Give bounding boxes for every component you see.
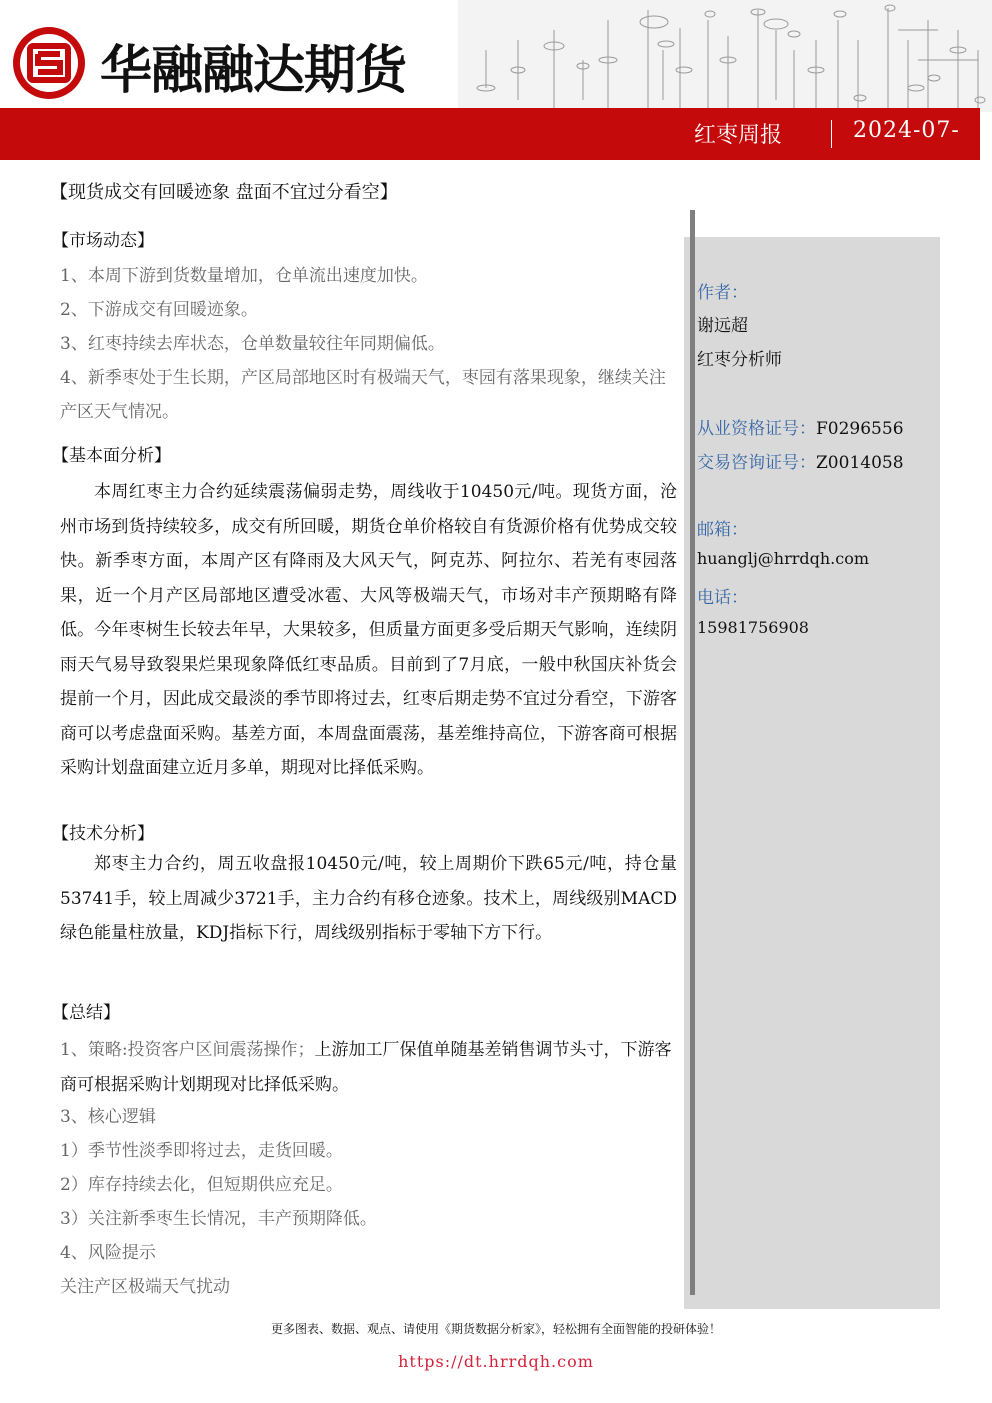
summary-logic-item: 3）关注新季枣生长情况，丰产预期降低。	[60, 1209, 377, 1229]
consult-line	[697, 448, 904, 473]
brand-name: 华融融达期货	[100, 41, 407, 101]
phone-number: 15981756908	[697, 618, 809, 637]
market-item: 1、本周下游到货数量增加，仓单流出速度加快。	[60, 266, 428, 286]
section-title-technical: 【技术分析】	[52, 824, 154, 844]
market-item: 2、下游成交有回暖迹象。	[60, 300, 258, 320]
report-headline: 【现货成交有回暖迹象 盘面不宜过分看空】	[50, 182, 398, 203]
license-number: F0296556	[816, 419, 904, 439]
decorative-line-graphic	[458, 0, 992, 112]
email-address[interactable]: huanglj@hrrdqh.com	[697, 549, 870, 568]
title-bar	[0, 108, 980, 160]
summary-logic-item: 1）季节性淡季即将过去，走货回暖。	[60, 1141, 343, 1161]
footer-note: 更多图表、数据、观点、请使用《期货数据分析家》，轻松拥有全面智能的投研体验！	[270, 1322, 721, 1336]
section-title-fundamental: 【基本面分析】	[52, 446, 171, 466]
market-item: 4、新季枣处于生长期，产区局部地区时有极端天气，枣园有落果现象，继续关注产区天气情况。	[60, 368, 666, 422]
phone-label: 电话：	[697, 588, 748, 608]
market-item: 3、红枣持续去库状态，仓单数量较往年同期偏低。	[60, 334, 445, 354]
report-date: 2024-07-	[853, 118, 960, 143]
summary-strategy	[60, 1033, 677, 1102]
company-logo	[10, 24, 88, 106]
summary-logic-item: 2）库存持续去化，但短期供应充足。	[60, 1175, 343, 1195]
fundamental-text: 本周红枣主力合约延续震荡偏弱走势，周线收于10450元/吨。现货方面，沧州市场到货持续较多，成交有所回暖，期货仓单价格较自有货源价格有优势成交较快。新季枣方面，本周产区有降雨及大风天气，阿克苏、阿拉尔、若羌有枣园落果，近一个月产区局部地区遭受冰雹、大风等极端天气，市场对丰产预期略有降低。今年枣树生长较去年早，大果较多，但质量方面更多受后期天气影响，连续阴雨天气易导致裂果烂果现象降低红枣品质。目前到了7月底，一般中秋国庆补货会提前一个月，因此成交最淡的季节即将过去，红枣后期走势不宜过分看空，下游客商可以考虑盘面采购。基差方面，本周盘面震荡，基差维持高位，下游客商可根据采购计划盘面建立近月多单，期现对比择低采购。	[60, 482, 677, 778]
report-header	[0, 0, 992, 160]
license-line	[697, 414, 904, 439]
consult-label: 交易咨询证号：	[697, 453, 816, 473]
author-name: 谢远超	[697, 316, 748, 336]
strategy-prefix: 1、策略:投资客户区间震荡操作；	[60, 1040, 315, 1060]
author-role: 红枣分析师	[697, 350, 782, 370]
technical-text: 郑枣主力合约，周五收盘报10450元/吨，较上周期价下跌65元/吨，持仓量53741手，较上周减少3721手，主力合约有移仓迹象。技术上，周线级别MACD绿色能量柱放量，KDJ指标下行，周线级别指标于零轴下方下行。	[60, 854, 677, 943]
summary-logic-title: 3、核心逻辑	[60, 1107, 156, 1127]
summary-risk: 关注产区极端天气扰动	[60, 1277, 230, 1297]
section-title-summary: 【总结】	[52, 1003, 120, 1023]
report-type: 红枣周报	[694, 123, 783, 148]
title-separator	[831, 120, 832, 148]
email-label: 邮箱：	[697, 520, 748, 540]
author-sidebar	[684, 237, 940, 1309]
section-title-market: 【市场动态】	[52, 231, 154, 251]
author-label: 作者：	[697, 283, 748, 303]
strategy-rest: 上游加工厂保值单随基差销售调节头寸，下游客商可根据采购计划期现对比择低采购。	[60, 1040, 672, 1095]
footer-link[interactable]: https://dt.hrrdqh.com	[398, 1352, 594, 1371]
license-label: 从业资格证号：	[697, 419, 816, 439]
consult-number: Z0014058	[816, 453, 904, 473]
sidebar-divider	[690, 210, 695, 1295]
summary-risk-title: 4、风险提示	[60, 1243, 156, 1263]
